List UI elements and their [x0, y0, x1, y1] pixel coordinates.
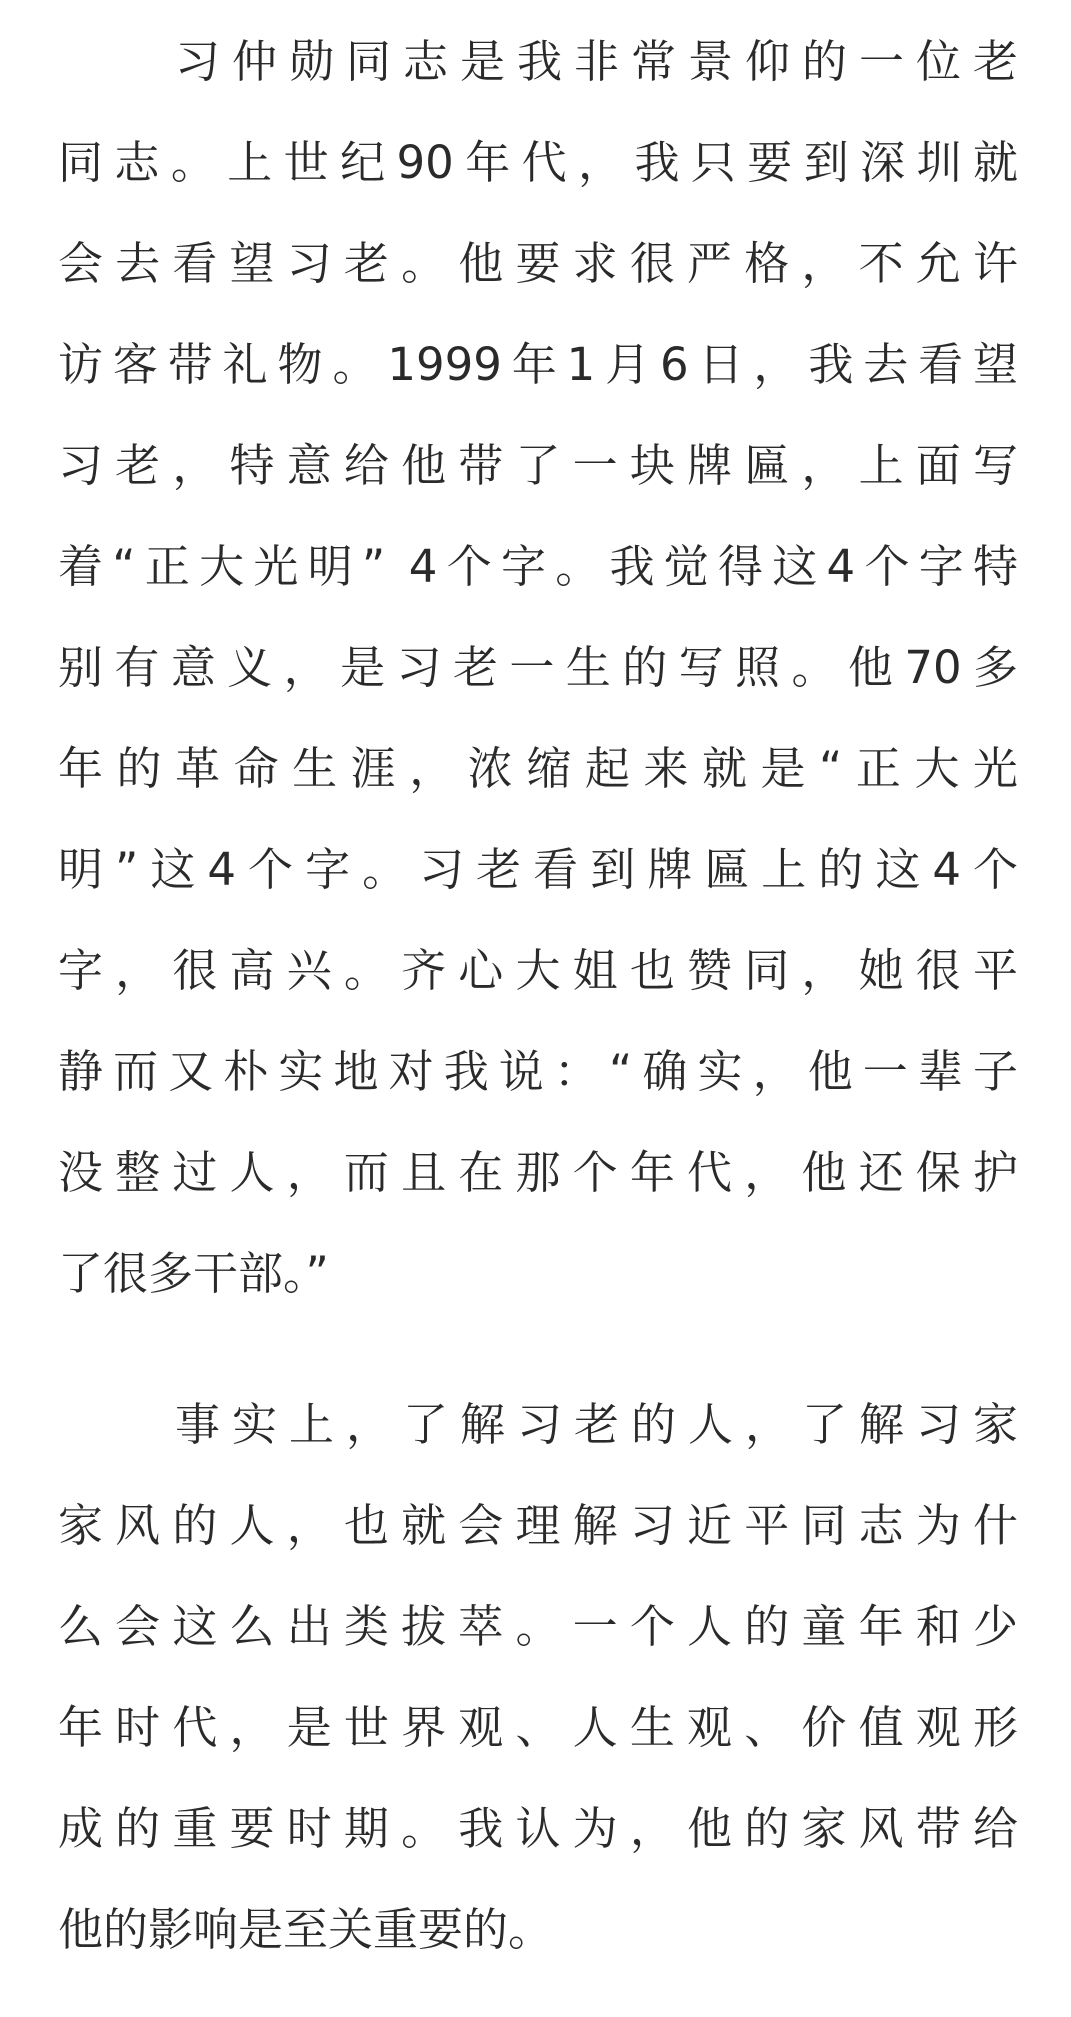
- text-line: 字，很高兴。齐心大姐也赞同，她很平: [58, 944, 1018, 997]
- text-line: 着“正大光明” 4个字。我觉得这4个字特: [58, 540, 1018, 593]
- text-line: 家风的人，也就会理解习近平同志为什: [58, 1499, 1018, 1552]
- text-line: 他的影响是至关重要的。: [58, 1903, 554, 1956]
- text-line: 访客带礼物。1999年1月6日，我去看望: [58, 338, 1018, 391]
- text-line: 了很多干部。”: [58, 1247, 329, 1300]
- text-line: 年时代，是世界观、人生观、价值观形: [58, 1701, 1018, 1754]
- text-line: 明”这4个字。习老看到牌匾上的这4个: [58, 843, 1018, 896]
- text-line: 静而又朴实地对我说：“确实，他一辈子: [58, 1045, 1018, 1098]
- text-line: 成的重要时期。我认为，他的家风带给: [58, 1802, 1018, 1855]
- text-line: 么会这么出类拔萃。一个人的童年和少: [58, 1600, 1018, 1653]
- text-line: 习仲勋同志是我非常景仰的一位老: [175, 35, 1018, 88]
- text-line: 没整过人，而且在那个年代，他还保护: [58, 1146, 1018, 1199]
- text-line: 别有意义，是习老一生的写照。他70多: [58, 641, 1018, 694]
- text-line: 习老，特意给他带了一块牌匾，上面写: [58, 439, 1018, 492]
- text-line: 会去看望习老。他要求很严格，不允许: [58, 237, 1018, 290]
- text-line: 同志。上世纪90年代，我只要到深圳就: [58, 136, 1018, 189]
- text-line: 事实上，了解习老的人，了解习家: [175, 1398, 1018, 1451]
- text-line: 年的革命生涯，浓缩起来就是“正大光: [58, 742, 1018, 795]
